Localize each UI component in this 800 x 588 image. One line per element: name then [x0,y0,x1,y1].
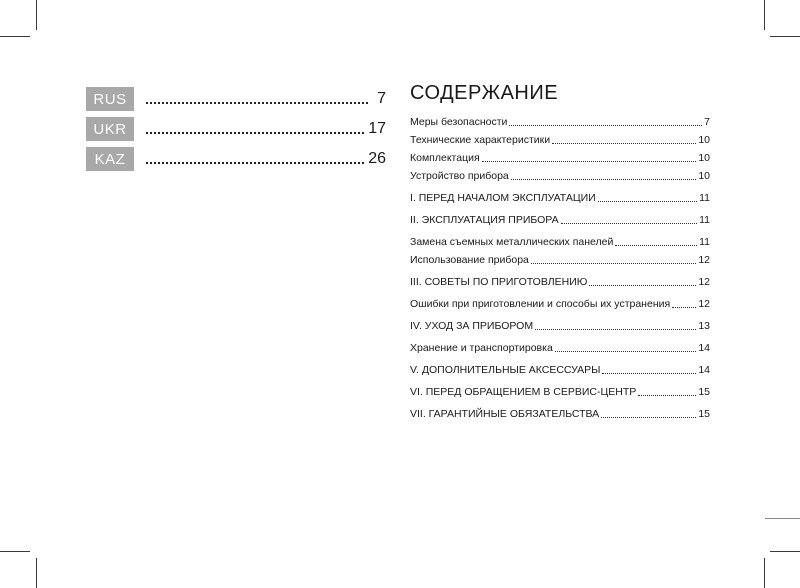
toc-entry-title: Ошибки при приготовлении и способы их устранения [410,298,671,310]
toc-entry-title: II. ЭКСПЛУАТАЦИЯ ПРИБОРА [410,214,559,226]
toc-entry[interactable] [410,133,710,147]
page-edge-tick [765,518,800,519]
language-row-ukr[interactable] [86,116,386,142]
toc-entry-page: 11 [699,192,710,204]
toc-entry-page: 12 [698,276,710,288]
dot-leader [511,179,697,180]
toc-entry-title: Замена съемных металлических панелей [410,236,614,248]
toc-entry-page: 14 [698,342,710,354]
toc-entry[interactable] [410,191,710,205]
toc-entry[interactable] [410,319,710,333]
toc-entry[interactable] [410,115,710,129]
toc-entry[interactable] [410,275,710,289]
toc-entry-page: 10 [698,134,710,146]
language-page-number: 17 [368,120,386,137]
toc-entry[interactable] [410,213,710,227]
toc-entry-page: 13 [698,320,710,332]
toc-entry-page: 10 [698,152,710,164]
dot-leader [555,351,697,352]
toc-entry-title: I. ПЕРЕД НАЧАЛОМ ЭКСПЛУАТАЦИИ [410,192,596,204]
language-row-kaz[interactable] [86,146,386,172]
toc-entry-title: VI. ПЕРЕД ОБРАЩЕНИЕМ В СЕРВИС-ЦЕНТР [410,386,637,398]
dot-leader [531,263,696,264]
crop-mark-top-left-h [0,36,30,37]
crop-mark-bottom-left [36,558,37,588]
crop-mark-top-right [764,0,765,30]
toc-entry-page: 15 [698,408,710,420]
toc-entry-page: 10 [698,170,710,182]
dot-leader [638,395,696,396]
dot-leader [615,245,697,246]
toc-entry-title: Хранение и транспортировка [410,342,553,354]
toc-entry-title: IV. УХОД ЗА ПРИБОРОМ [410,320,534,332]
crop-mark-bottom-right [764,558,765,588]
dot-leader [601,417,696,418]
dot-leader [482,161,697,162]
toc-title: СОДЕРЖАНИЕ [410,82,559,104]
toc-entry-title: III. СОВЕТЫ ПО ПРИГОТОВЛЕНИЮ [410,276,588,288]
toc-entry[interactable] [410,385,710,399]
dot-leader [146,130,364,134]
crop-mark-top-left [36,0,37,30]
dot-leader [535,329,696,330]
toc-entry-title: VII. ГАРАНТИЙНЫЕ ОБЯЗАТЕЛЬСТВА [410,408,600,420]
toc-entry[interactable] [410,407,710,421]
language-badge: UKR [86,117,134,141]
dot-leader [561,223,697,224]
dot-leader [552,143,696,144]
crop-mark-bottom-left-h [0,551,30,552]
dot-leader [598,201,697,202]
toc-entry-page: 11 [699,236,710,248]
toc-entry-title: Меры безопасности [410,116,508,128]
toc-entry-page: 12 [698,254,710,266]
toc-entry-title: Технические характеристики [410,134,551,146]
dot-leader [146,160,364,164]
toc-entry[interactable] [410,363,710,377]
toc-entry-title: Использование прибора [410,254,529,266]
toc-entry[interactable] [410,253,710,267]
dot-leader [509,125,702,126]
dot-leader [146,100,368,104]
dot-leader [672,307,696,308]
toc-entry-title: V. ДОПОЛНИТЕЛЬНЫЕ АКСЕССУАРЫ [410,364,601,376]
dot-leader [589,285,696,286]
toc-entry-page: 11 [699,214,710,226]
toc-entry-page: 15 [698,386,710,398]
toc-entry-page: 7 [704,116,710,128]
language-page-number: 26 [368,150,386,167]
crop-mark-bottom-right-h [770,551,800,552]
toc-entry[interactable] [410,297,710,311]
table-of-contents [410,82,710,421]
toc-entry-page: 14 [698,364,710,376]
toc-entry[interactable] [410,341,710,355]
language-page-number: 7 [377,90,386,107]
toc-entry-title: Устройство прибора [410,170,509,182]
toc-entry[interactable] [410,235,710,249]
dot-leader [602,373,696,374]
language-badge: KAZ [86,147,134,171]
language-row-rus[interactable] [86,86,386,112]
language-index [86,86,386,176]
toc-entry-page: 12 [698,298,710,310]
toc-entry[interactable] [410,151,710,165]
toc-entry[interactable] [410,169,710,183]
toc-entry-title: Комплектация [410,152,480,164]
crop-mark-top-right-h [770,36,800,37]
language-badge: RUS [86,87,134,111]
